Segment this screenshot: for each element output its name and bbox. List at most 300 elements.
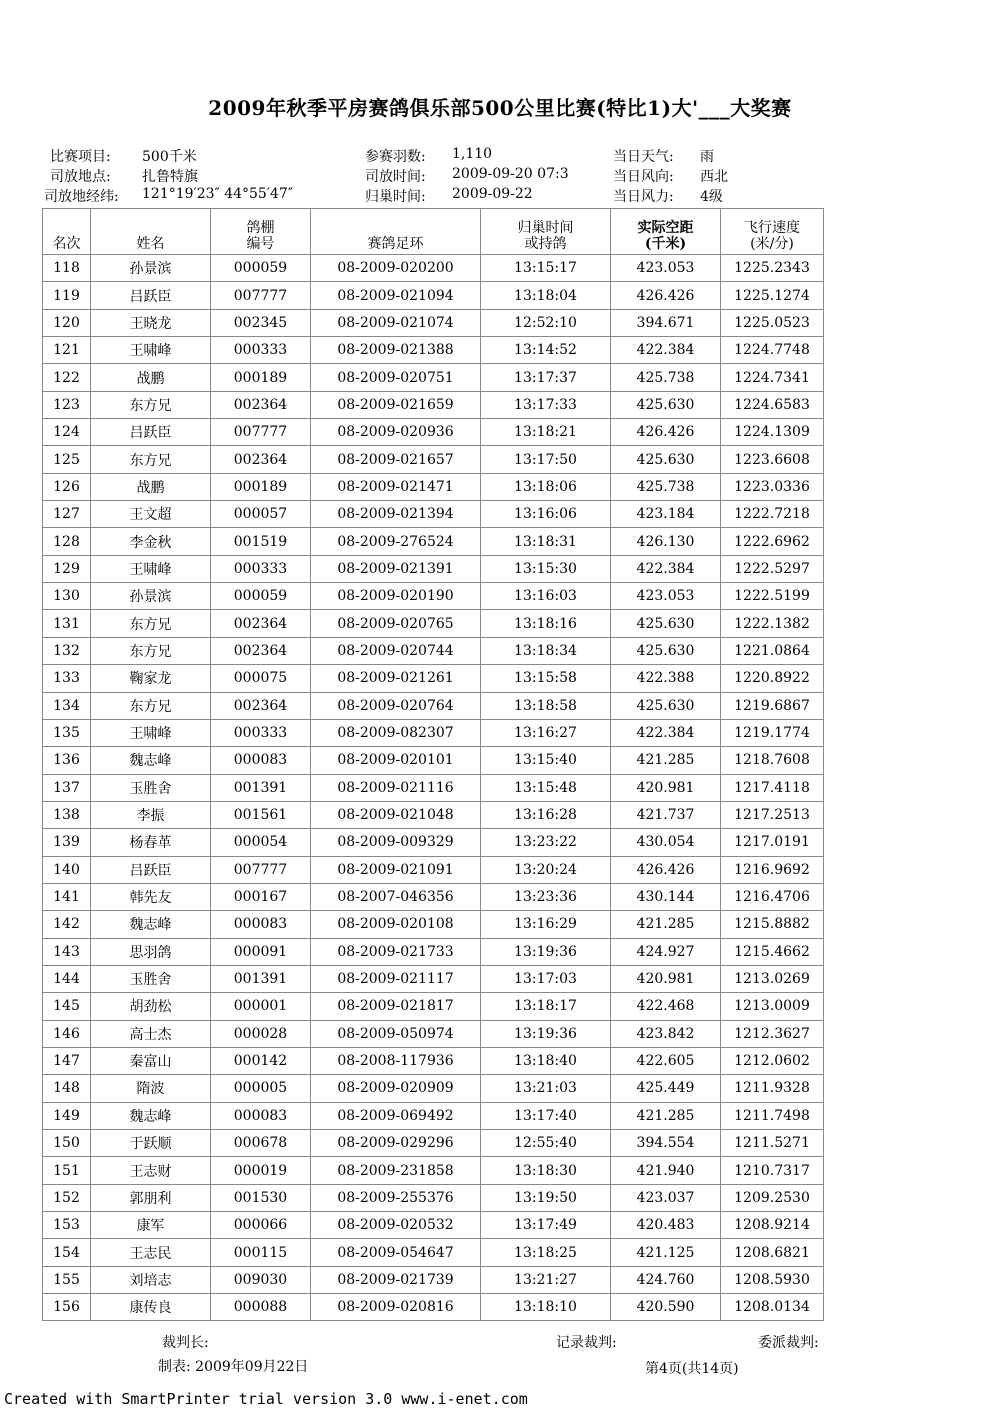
speed-cell: 1213.0009 — [721, 993, 824, 1020]
table-body — [43, 255, 824, 1321]
distance-cell: 425.738 — [611, 364, 721, 391]
loft-cell: 002364 — [211, 446, 311, 473]
distance-cell: 394.671 — [611, 309, 721, 336]
rank-cell: 133 — [43, 665, 91, 692]
loft-cell: 000057 — [211, 501, 311, 528]
ring-cell: 08-2009-021117 — [311, 965, 481, 992]
event-label: 比赛项目: — [50, 149, 111, 165]
chief-referee-label: 裁判长: — [162, 1335, 209, 1351]
rank-cell: 129 — [43, 555, 91, 582]
rank-cell: 141 — [43, 883, 91, 910]
name-cell: 魏志峰 — [91, 911, 211, 938]
header-return-time-line-1: 归巢时间 — [517, 220, 574, 236]
return-time-cell: 13:18:30 — [481, 1157, 611, 1184]
speed-cell: 1222.5297 — [721, 555, 824, 582]
speed-cell: 1212.3627 — [721, 1020, 824, 1047]
rank-cell: 147 — [43, 1047, 91, 1074]
return-time-cell: 13:17:40 — [481, 1102, 611, 1129]
rank-cell: 134 — [43, 692, 91, 719]
rank-cell: 119 — [43, 282, 91, 309]
speed-cell: 1225.2343 — [721, 255, 824, 282]
loft-cell: 000019 — [211, 1157, 311, 1184]
record-referee-label: 记录裁判: — [556, 1335, 617, 1351]
distance-cell: 420.590 — [611, 1294, 721, 1321]
speed-cell: 1208.5930 — [721, 1266, 824, 1293]
speed-cell: 1216.4706 — [721, 883, 824, 910]
rank-cell: 142 — [43, 911, 91, 938]
loft-cell: 000059 — [211, 583, 311, 610]
table-row — [43, 665, 824, 692]
table-row — [43, 501, 824, 528]
distance-cell: 425.738 — [611, 473, 721, 500]
loft-cell: 000189 — [211, 364, 311, 391]
ring-cell: 08-2009-082307 — [311, 719, 481, 746]
rank-cell: 149 — [43, 1102, 91, 1129]
coordinates-value: 121°19′23″ 44°55′47″ — [142, 186, 294, 202]
return-time-cell: 13:23:22 — [481, 829, 611, 856]
ring-cell: 08-2009-054647 — [311, 1239, 481, 1266]
speed-cell: 1222.6962 — [721, 528, 824, 555]
distance-cell: 424.927 — [611, 938, 721, 965]
loft-cell: 000083 — [211, 911, 311, 938]
speed-cell: 1222.5199 — [721, 583, 824, 610]
header-distance-line-2: (千米) — [644, 236, 687, 252]
loft-cell: 000142 — [211, 1047, 311, 1074]
header-speed — [721, 209, 824, 255]
rank-cell: 122 — [43, 364, 91, 391]
return-time-cell: 13:15:17 — [481, 255, 611, 282]
distance-cell: 421.125 — [611, 1239, 721, 1266]
name-cell: 于跃顺 — [91, 1130, 211, 1157]
loft-cell: 000115 — [211, 1239, 311, 1266]
speed-cell: 1211.7498 — [721, 1102, 824, 1129]
distance-cell: 420.981 — [611, 774, 721, 801]
distance-cell: 420.981 — [611, 965, 721, 992]
ring-cell: 08-2009-020200 — [311, 255, 481, 282]
return-time-cell: 13:15:48 — [481, 774, 611, 801]
table-row — [43, 1020, 824, 1047]
wind-direction-label: 当日风向: — [613, 169, 674, 185]
loft-cell: 000059 — [211, 255, 311, 282]
distance-cell: 426.426 — [611, 282, 721, 309]
rank-cell: 125 — [43, 446, 91, 473]
ring-cell: 08-2009-020101 — [311, 747, 481, 774]
return-time-cell: 13:16:27 — [481, 719, 611, 746]
rank-cell: 154 — [43, 1239, 91, 1266]
loft-cell: 001391 — [211, 774, 311, 801]
release-site-label: 司放地点: — [50, 169, 111, 185]
name-cell: 康军 — [91, 1212, 211, 1239]
name-cell: 玉胜舍 — [91, 965, 211, 992]
distance-cell: 425.630 — [611, 446, 721, 473]
release-time-value: 2009-09-20 07:3 — [452, 166, 569, 182]
ring-cell: 08-2009-050974 — [311, 1020, 481, 1047]
name-cell: 魏志峰 — [91, 747, 211, 774]
ring-cell: 08-2009-020108 — [311, 911, 481, 938]
return-time-cell: 13:16:28 — [481, 801, 611, 828]
ring-cell: 08-2009-276524 — [311, 528, 481, 555]
rank-cell: 137 — [43, 774, 91, 801]
distance-cell: 421.737 — [611, 801, 721, 828]
ring-cell: 08-2009-021394 — [311, 501, 481, 528]
distance-cell: 425.630 — [611, 637, 721, 664]
distance-cell: 426.426 — [611, 856, 721, 883]
speed-cell: 1225.1274 — [721, 282, 824, 309]
distance-cell: 422.388 — [611, 665, 721, 692]
ring-cell: 08-2009-020764 — [311, 692, 481, 719]
distance-cell: 425.449 — [611, 1075, 721, 1102]
rank-cell: 118 — [43, 255, 91, 282]
table-row — [43, 1075, 824, 1102]
table-row — [43, 473, 824, 500]
weather-label: 当日天气: — [613, 149, 674, 165]
header-distance — [611, 209, 721, 255]
return-time-cell: 13:21:03 — [481, 1075, 611, 1102]
ring-cell: 08-2009-021388 — [311, 337, 481, 364]
loft-cell: 000028 — [211, 1020, 311, 1047]
table-row — [43, 610, 824, 637]
header-return-time — [481, 209, 611, 255]
speed-cell: 1219.6867 — [721, 692, 824, 719]
speed-cell: 1219.1774 — [721, 719, 824, 746]
entries-label: 参赛羽数: — [365, 149, 426, 165]
prepared-date: 制表: 2009年09月22日 — [158, 1359, 309, 1375]
rank-cell: 150 — [43, 1130, 91, 1157]
name-cell: 杨春革 — [91, 829, 211, 856]
distance-cell: 425.630 — [611, 391, 721, 418]
table-row — [43, 1212, 824, 1239]
document-title: 2009年秋季平房赛鸽俱乐部500公里比赛(特比1)大'___大奖赛 — [208, 96, 792, 120]
wind-force-label: 当日风力: — [613, 189, 674, 205]
ring-cell: 08-2009-020816 — [311, 1294, 481, 1321]
name-cell: 东方兄 — [91, 446, 211, 473]
header-loft-line-1: 鸽棚 — [246, 220, 275, 236]
rank-cell: 148 — [43, 1075, 91, 1102]
name-cell: 李金秋 — [91, 528, 211, 555]
distance-cell: 430.144 — [611, 883, 721, 910]
distance-cell: 425.630 — [611, 610, 721, 637]
rank-cell: 144 — [43, 965, 91, 992]
speed-cell: 1209.2530 — [721, 1184, 824, 1211]
table-row — [43, 883, 824, 910]
loft-cell: 002364 — [211, 692, 311, 719]
table-row — [43, 1130, 824, 1157]
distance-cell: 426.426 — [611, 419, 721, 446]
return-time-cell: 13:17:33 — [481, 391, 611, 418]
speed-cell: 1225.0523 — [721, 309, 824, 336]
table-row — [43, 282, 824, 309]
rank-cell: 136 — [43, 747, 91, 774]
return-time-cell: 13:18:58 — [481, 692, 611, 719]
return-time-cell: 13:15:30 — [481, 555, 611, 582]
rank-cell: 135 — [43, 719, 91, 746]
header-loft — [211, 209, 311, 255]
name-cell: 韩先友 — [91, 883, 211, 910]
speed-cell: 1223.0336 — [721, 473, 824, 500]
page-number: 第4页(共14页) — [645, 1361, 739, 1377]
loft-cell: 009030 — [211, 1266, 311, 1293]
name-cell: 思羽鸽 — [91, 938, 211, 965]
distance-cell: 421.285 — [611, 911, 721, 938]
table-header-row — [43, 209, 824, 255]
rank-cell: 131 — [43, 610, 91, 637]
table-row — [43, 364, 824, 391]
loft-cell: 001530 — [211, 1184, 311, 1211]
ring-cell: 08-2009-020190 — [311, 583, 481, 610]
table-row — [43, 1294, 824, 1321]
name-cell: 东方兄 — [91, 391, 211, 418]
table-row — [43, 692, 824, 719]
name-cell: 胡劲松 — [91, 993, 211, 1020]
table-row — [43, 1047, 824, 1074]
rank-cell: 152 — [43, 1184, 91, 1211]
name-cell: 战鹏 — [91, 473, 211, 500]
loft-cell: 000083 — [211, 747, 311, 774]
loft-cell: 002364 — [211, 637, 311, 664]
race-info — [0, 146, 1000, 206]
rank-cell: 146 — [43, 1020, 91, 1047]
speed-cell: 1224.1309 — [721, 419, 824, 446]
name-cell: 秦富山 — [91, 1047, 211, 1074]
table-row — [43, 993, 824, 1020]
table-row — [43, 1157, 824, 1184]
header-loft-line-2: 编号 — [246, 236, 275, 252]
loft-cell: 000167 — [211, 883, 311, 910]
table-row — [43, 528, 824, 555]
distance-cell: 423.184 — [611, 501, 721, 528]
table-row — [43, 1102, 824, 1129]
distance-cell: 423.037 — [611, 1184, 721, 1211]
loft-cell: 007777 — [211, 856, 311, 883]
ring-cell: 08-2009-020936 — [311, 419, 481, 446]
name-cell: 王啸峰 — [91, 337, 211, 364]
name-cell: 孙景滨 — [91, 583, 211, 610]
table-row — [43, 938, 824, 965]
return-time-cell: 13:18:04 — [481, 282, 611, 309]
ring-cell: 08-2009-021739 — [311, 1266, 481, 1293]
speed-cell: 1222.7218 — [721, 501, 824, 528]
speed-cell: 1217.4118 — [721, 774, 824, 801]
return-time-cell: 13:18:31 — [481, 528, 611, 555]
ring-cell: 08-2009-021116 — [311, 774, 481, 801]
ring-cell: 08-2009-021471 — [311, 473, 481, 500]
table-row — [43, 555, 824, 582]
return-time-cell: 13:18:34 — [481, 637, 611, 664]
table-row — [43, 774, 824, 801]
table-row — [43, 911, 824, 938]
loft-cell: 002345 — [211, 309, 311, 336]
return-time-cell: 13:18:06 — [481, 473, 611, 500]
ring-cell: 08-2009-255376 — [311, 1184, 481, 1211]
return-date-value: 2009-09-22 — [452, 186, 533, 202]
weather-value: 雨 — [700, 149, 714, 165]
ring-cell: 08-2009-021091 — [311, 856, 481, 883]
loft-cell: 001561 — [211, 801, 311, 828]
ring-cell: 08-2009-021074 — [311, 309, 481, 336]
rank-cell: 123 — [43, 391, 91, 418]
table-row — [43, 419, 824, 446]
loft-cell: 000075 — [211, 665, 311, 692]
table-row — [43, 965, 824, 992]
speed-cell: 1218.7608 — [721, 747, 824, 774]
loft-cell: 000083 — [211, 1102, 311, 1129]
rank-cell: 139 — [43, 829, 91, 856]
table-row — [43, 337, 824, 364]
speed-cell: 1217.0191 — [721, 829, 824, 856]
table-row — [43, 1239, 824, 1266]
name-cell: 康传良 — [91, 1294, 211, 1321]
table-row — [43, 1184, 824, 1211]
return-time-cell: 13:23:36 — [481, 883, 611, 910]
ring-cell: 08-2008-117936 — [311, 1047, 481, 1074]
event-value: 500千米 — [142, 149, 197, 165]
return-time-cell: 13:21:27 — [481, 1266, 611, 1293]
ring-cell: 08-2009-021391 — [311, 555, 481, 582]
distance-cell: 426.130 — [611, 528, 721, 555]
distance-cell: 422.384 — [611, 555, 721, 582]
table-row — [43, 637, 824, 664]
rank-cell: 130 — [43, 583, 91, 610]
results-table — [42, 208, 824, 1321]
speed-cell: 1224.7341 — [721, 364, 824, 391]
table-row — [43, 391, 824, 418]
ring-cell: 08-2009-021733 — [311, 938, 481, 965]
name-cell: 东方兄 — [91, 610, 211, 637]
name-cell: 孙景滨 — [91, 255, 211, 282]
rank-cell: 132 — [43, 637, 91, 664]
return-time-cell: 13:17:49 — [481, 1212, 611, 1239]
name-cell: 战鹏 — [91, 364, 211, 391]
table-row — [43, 829, 824, 856]
speed-cell: 1215.8882 — [721, 911, 824, 938]
name-cell: 王志民 — [91, 1239, 211, 1266]
header-speed-line-1: 飞行速度 — [744, 220, 800, 236]
speed-cell: 1224.6583 — [721, 391, 824, 418]
name-cell: 王志财 — [91, 1157, 211, 1184]
speed-cell: 1208.9214 — [721, 1212, 824, 1239]
loft-cell: 002364 — [211, 610, 311, 637]
ring-cell: 08-2009-069492 — [311, 1102, 481, 1129]
rank-cell: 153 — [43, 1212, 91, 1239]
speed-cell: 1217.2513 — [721, 801, 824, 828]
ring-cell: 08-2009-021261 — [311, 665, 481, 692]
name-cell: 王啸峰 — [91, 719, 211, 746]
header-return-time-line-2: 或持鸽 — [524, 236, 567, 252]
return-time-cell: 13:17:37 — [481, 364, 611, 391]
return-time-cell: 13:17:03 — [481, 965, 611, 992]
loft-cell: 001391 — [211, 965, 311, 992]
distance-cell: 421.285 — [611, 1102, 721, 1129]
table-row — [43, 747, 824, 774]
name-cell: 玉胜舍 — [91, 774, 211, 801]
name-cell: 王晓龙 — [91, 309, 211, 336]
ring-cell: 08-2009-021094 — [311, 282, 481, 309]
rank-cell: 140 — [43, 856, 91, 883]
distance-cell: 420.483 — [611, 1212, 721, 1239]
table-row — [43, 255, 824, 282]
loft-cell: 000001 — [211, 993, 311, 1020]
distance-cell: 430.054 — [611, 829, 721, 856]
return-time-cell: 13:17:50 — [481, 446, 611, 473]
speed-cell: 1215.4662 — [721, 938, 824, 965]
return-time-cell: 13:18:16 — [481, 610, 611, 637]
header-name: 姓名 — [91, 209, 211, 255]
rank-cell: 143 — [43, 938, 91, 965]
name-cell: 王文超 — [91, 501, 211, 528]
distance-cell: 422.468 — [611, 993, 721, 1020]
speed-cell: 1211.5271 — [721, 1130, 824, 1157]
return-time-cell: 13:15:58 — [481, 665, 611, 692]
return-time-cell: 13:19:36 — [481, 1020, 611, 1047]
name-cell: 高士杰 — [91, 1020, 211, 1047]
ring-cell: 08-2009-029296 — [311, 1130, 481, 1157]
release-time-label: 司放时间: — [365, 169, 426, 185]
rank-cell: 127 — [43, 501, 91, 528]
rank-cell: 151 — [43, 1157, 91, 1184]
distance-cell: 421.285 — [611, 747, 721, 774]
header-ring: 赛鸽足环 — [311, 209, 481, 255]
distance-cell: 423.053 — [611, 255, 721, 282]
speed-cell: 1220.8922 — [721, 665, 824, 692]
name-cell: 吕跃臣 — [91, 419, 211, 446]
ring-cell: 08-2009-009329 — [311, 829, 481, 856]
name-cell: 东方兄 — [91, 692, 211, 719]
loft-cell: 000091 — [211, 938, 311, 965]
name-cell: 隋波 — [91, 1075, 211, 1102]
loft-cell: 000005 — [211, 1075, 311, 1102]
rank-cell: 124 — [43, 419, 91, 446]
distance-cell: 422.384 — [611, 719, 721, 746]
race-info-row-3 — [0, 186, 1000, 206]
wind-direction-value: 西北 — [700, 169, 728, 185]
race-info-row-1 — [0, 146, 1000, 166]
entries-value: 1,110 — [452, 146, 493, 162]
race-info-row-2 — [0, 166, 1000, 186]
wind-force-value: 4级 — [700, 189, 723, 205]
loft-cell: 000333 — [211, 337, 311, 364]
return-time-cell: 13:18:21 — [481, 419, 611, 446]
table-row — [43, 719, 824, 746]
distance-cell: 425.630 — [611, 692, 721, 719]
distance-cell: 394.554 — [611, 1130, 721, 1157]
speed-cell: 1208.0134 — [721, 1294, 824, 1321]
name-cell: 东方兄 — [91, 637, 211, 664]
speed-cell: 1224.7748 — [721, 337, 824, 364]
distance-cell: 424.760 — [611, 1266, 721, 1293]
return-time-cell: 12:55:40 — [481, 1130, 611, 1157]
loft-cell: 000054 — [211, 829, 311, 856]
name-cell: 鞠家龙 — [91, 665, 211, 692]
distance-cell: 421.940 — [611, 1157, 721, 1184]
return-time-cell: 13:16:29 — [481, 911, 611, 938]
table-row — [43, 801, 824, 828]
rank-cell: 121 — [43, 337, 91, 364]
distance-cell: 422.384 — [611, 337, 721, 364]
header-speed-line-2: (米/分) — [750, 236, 794, 252]
header-distance-line-1: 实际空距 — [637, 220, 694, 236]
return-time-cell: 13:16:06 — [481, 501, 611, 528]
distance-cell: 423.842 — [611, 1020, 721, 1047]
return-time-cell: 13:20:24 — [481, 856, 611, 883]
release-site-value: 扎鲁特旗 — [142, 169, 198, 185]
ring-cell: 08-2009-021657 — [311, 446, 481, 473]
return-time-cell: 12:52:10 — [481, 309, 611, 336]
ring-cell: 08-2009-231858 — [311, 1157, 481, 1184]
name-cell: 李振 — [91, 801, 211, 828]
loft-cell: 000066 — [211, 1212, 311, 1239]
name-cell: 吕跃臣 — [91, 282, 211, 309]
ring-cell: 08-2009-020751 — [311, 364, 481, 391]
